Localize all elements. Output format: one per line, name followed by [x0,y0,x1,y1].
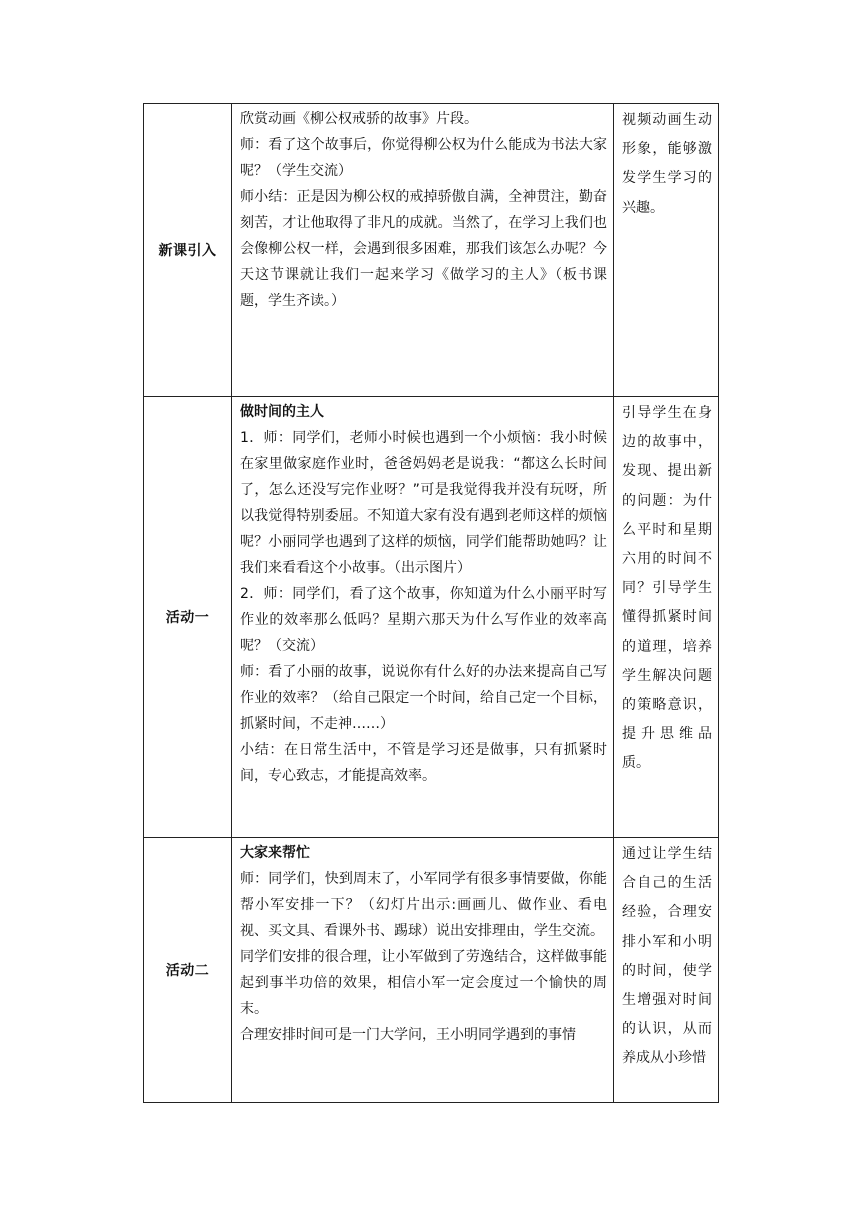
design-note-cell [614,838,719,1103]
content-paragraph: 2．师：同学们，看了这个故事，你知道为什么小丽平时写作业的效率那么低吗？星期六那天为什么写作业的效率高呢？（交流） [240,586,607,654]
activity-heading: 大家来帮忙 [240,845,310,861]
content-cell [232,397,614,838]
content-paragraph: 小结：在日常生活中，不管是学习还是做事，只有抓紧时间，专心致志，才能提高效率。 [240,742,607,784]
stage-label: 活动二 [144,838,232,1103]
content-paragraph: 同学们安排的很合理，让小军做到了劳逸结合，这样做事能起到事半功倍的效果，相信小军一定会度过一个愉快的周末。 [240,949,607,1017]
design-note-cell [614,104,719,397]
stage-label: 活动一 [144,397,232,838]
content-cell [232,104,614,397]
design-note-cell [614,397,719,838]
content-paragraph: 欣赏动画《柳公权戒骄的故事》片段。 [240,111,478,127]
content-cell [232,838,614,1103]
content-paragraph: 师：看了这个故事后，你觉得柳公权为什么能成为书法大家呢？（学生交流） [240,137,607,179]
table-row [144,397,719,838]
stage-label: 新课引入 [144,104,232,397]
design-note: 通过让学生结合自己的生活经验，合理安排小军和小明的时间，使学生增强对时间的认识，从而养成从小珍惜 [622,846,712,1067]
table-row [144,104,719,397]
content-paragraph: 合理安排时间可是一门大学问，王小明同学遇到的事情 [240,1027,576,1043]
content-paragraph: 1．师：同学们，老师小时候也遇到一个小烦恼：我小时候在家里做家庭作业时，爸爸妈妈老是说我：“都这么长时间了，怎么还没写完作业呀？”可是我觉得我并没有玩呀，所以我觉得特别委屈。不知道大家有没有遇到老师这样的烦恼呢？小丽同学也遇到了这样的烦恼，同学们能帮助她吗？让我们来看看这个小故事。（出示图片） [240,430,607,576]
activity-heading: 做时间的主人 [240,404,324,420]
table-row [144,838,719,1103]
content-paragraph: 师：看了小丽的故事，说说你有什么好的办法来提高自己写作业的效率？（给自己限定一个时间，给自己定一个目标，抓紧时间，不走神……） [240,664,607,732]
design-note: 视频动画生动形象，能够激发学生学习的兴趣。 [622,112,712,216]
lesson-plan-table [143,103,719,1103]
content-paragraph: 师：同学们，快到周末了，小军同学有很多事情要做，你能帮小军安排一下？（幻灯片出示:画画儿、做作业、看电视、买文具、看课外书、踢球）说出安排理由，学生交流。 [240,871,607,939]
content-paragraph: 师小结：正是因为柳公权的戒掉骄傲自满，全神贯注，勤奋刻苦，才让他取得了非凡的成就。当然了，在学习上我们也会像柳公权一样，会遇到很多困难，那我们该怎么办呢？今天这节课就让我们一起来学习《做学习的主人》（板书课题，学生齐读。） [240,189,607,309]
design-note: 引导学生在身边的故事中，发现、提出新的问题：为什么平时和星期六用的时间不同？引导学生懂得抓紧时间的道理，培养学生解决问题的策略意识，提升思维品质。 [622,405,712,772]
